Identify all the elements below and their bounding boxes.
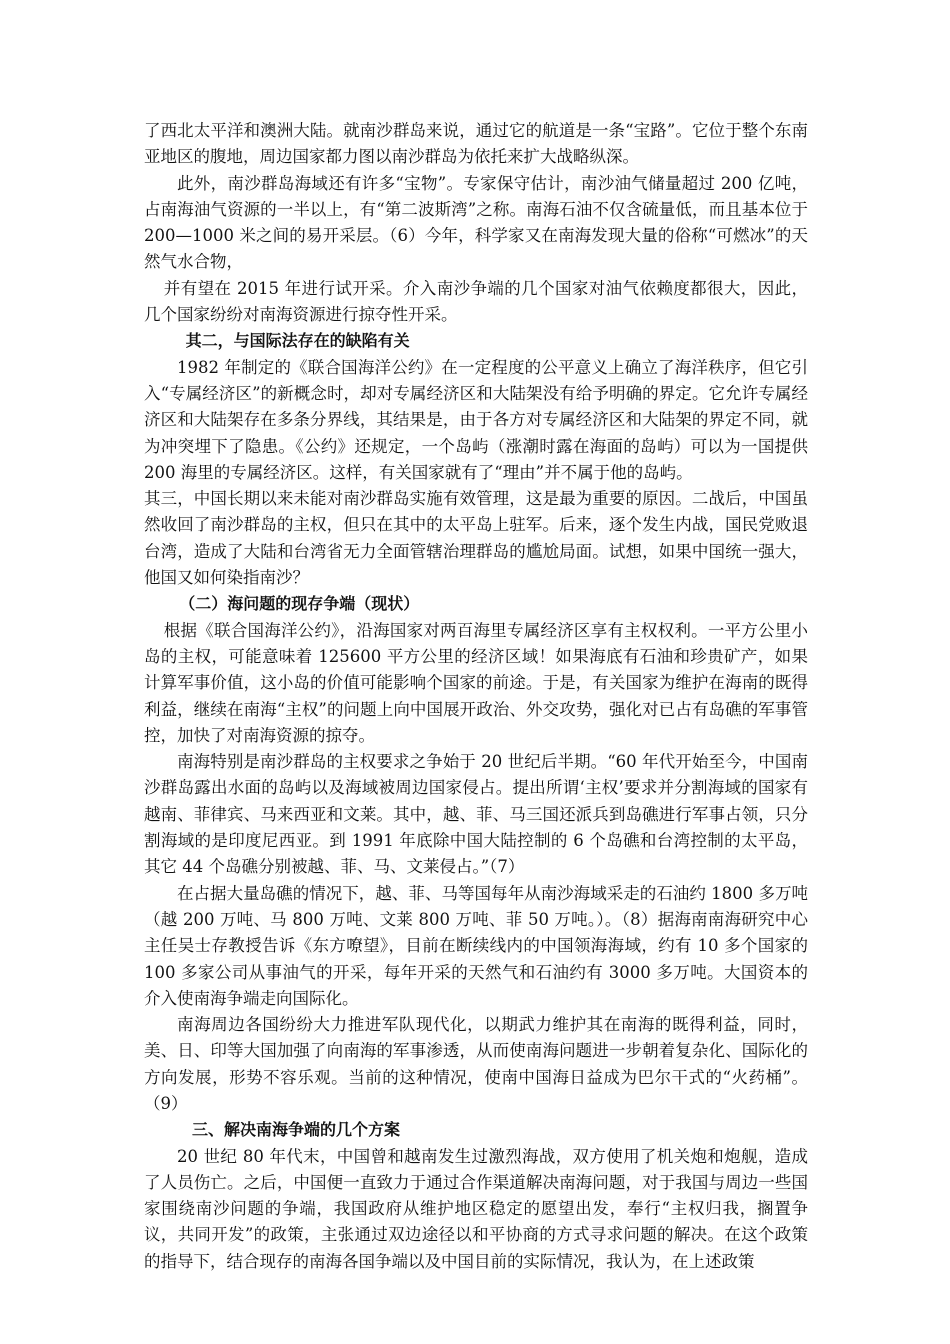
paragraph-eez-rights: 根据《联合国海洋公约》，沿海国家对两百海里专属经济区享有主权权利。一平方公里小岛的主权，可能意味着 125600 平方公里的经济区域！如果海底有石油和珍贵矿产，如果计算军事价值，这小岛的价值可能影响个国家的前途。于是，有关国家为维护在海南的既得利益，继续在南海“主权”的问题上向中国展开政治、外交攻势，强化对已占有岛礁的军事管控，加快了对南海资源的掠夺。 bbox=[144, 620, 808, 745]
paragraph-continuation: 了西北太平洋和澳洲大陆。就南沙群岛来说，通过它的航道是一条“宝路”。它位于整个东南亚地区的腹地，周边国家都力图以南沙群岛为依托来扩大战略纵深。 bbox=[144, 121, 808, 167]
paragraph-third-reason: 其三，中国长期以来未能对南沙群岛实施有效管理，这是最为重要的原因。二战后，中国虽然收回了南沙群岛的主权，但只在其中的太平岛上驻军。后来，逐个发生内战，国民党败退台湾，造成了大陆和台湾省无力全面管辖治理群岛的尴尬局面。试想，如果中国统一强大，他国又如何染指南沙？ bbox=[144, 489, 808, 588]
paragraph-sovereignty-claims: 南海特别是南沙群岛的主权要求之争始于 20 世纪后半期。“60 年代开始至今，中国南沙群岛露出水面的岛屿以及海域被周边国家侵占。提出所谓‘主权’要求并分割海域的国家有越南、菲律宾、马来西亚和文莱。其中，越、菲、马三国还派兵到岛礁进行军事占领，只分割海域的是印度尼西亚。到 1991 年底除中国大陆控制的 6 个岛礁和台湾控制的太平岛，其它 44 个岛礁分别被越、菲、马、文莱侵占。”（7） bbox=[144, 752, 808, 877]
paragraph-oil-extraction: 在占据大量岛礁的情况下，越、菲、马等国每年从南沙海域采走的石油约 1800 多万吨（越 200 万吨、马 800 万吨、文莱 800 万吨、菲 50 万吨。）。（8）据海南南海研究中心主任吴士存教授告诉《东方嘹望》，目前在断续线内的中国领海海域，约有 10 多个国家的 100 多家公司从事油气的开采，每年开采的天然气和石油约有 3000 多万吨。大国资本的介入使南海争端走向国际化。 bbox=[144, 883, 808, 1008]
heading-current-disputes: （二）海问题的现存争端（现状） bbox=[179, 594, 420, 614]
paragraph-militarization: 南海周边各国纷纷大力推进军队现代化，以期武力维护其在南海的既得利益，同时，美、日、印等大国加强了向南海的军事渗透，从而使南海问题进一步朝着复杂化、国际化的方向发展，形势不容乐观。当前的这种情况，使南中国海日益成为巴尔干式的“火药桶”。（9） bbox=[144, 1015, 808, 1113]
paragraph-policy: 20 世纪 80 年代末，中国曾和越南发生过激烈海战，双方使用了机关炮和炮舰，造成了人员伤亡。之后，中国便一直致力于通过合作渠道解决南海问题，对于我国与周边一些国家围绕南沙问题的争端，我国政府从维护地区稳定的愿望出发，奉行“主权归我，搁置争议，共同开发”的政策，主张通过双边途径以和平协商的方式寻求问题的解决。在这个政策的指导下，结合现存的南海各国争端以及中国目前的实际情况，我认为，在上述政策 bbox=[144, 1146, 808, 1271]
document-body bbox=[144, 118, 808, 1275]
paragraph-unclos: 1982 年制定的《联合国海洋公约》在一定程度的公平意义上确立了海洋秩序，但它引入“专属经济区”的新概念时，却对专属经济区和大陆架没有给予明确的界定。它允许专属经济区和大陆架存在多条分界线，其结果是，由于各方对专属经济区和大陆架的界定不同，就为冲突埋下了隐患。《公约》还规定，一个岛屿（涨潮时露在海面的岛屿）可以为一国提供 200 海里的专属经济区。这样，有关国家就有了“理由”并不属于他的岛屿。 bbox=[144, 357, 808, 482]
heading-second-reason: 其二，与国际法存在的缺陷有关 bbox=[185, 331, 410, 351]
heading-solutions: 三、解决南海争端的几个方案 bbox=[192, 1120, 401, 1140]
paragraph-trial-mining: 并有望在 2015 年进行试开采。介入南沙争端的几个国家对油气依赖度都很大，因此，几个国家纷纷对南海资源进行掠夺性开采。 bbox=[144, 278, 808, 325]
paragraph-treasures: 此外，南沙群岛海域还有许多“宝物”。专家保守估计，南沙油气储量超过 200 亿吨，占南海油气资源的一半以上，有“第二波斯湾”之称。南海石油不仅含硫量低，而且基本位于 200—1000 米之间的易开采层。（6）今年，科学家又在南海发现大量的俗称“可燃冰”的天然气水合物， bbox=[144, 173, 808, 272]
